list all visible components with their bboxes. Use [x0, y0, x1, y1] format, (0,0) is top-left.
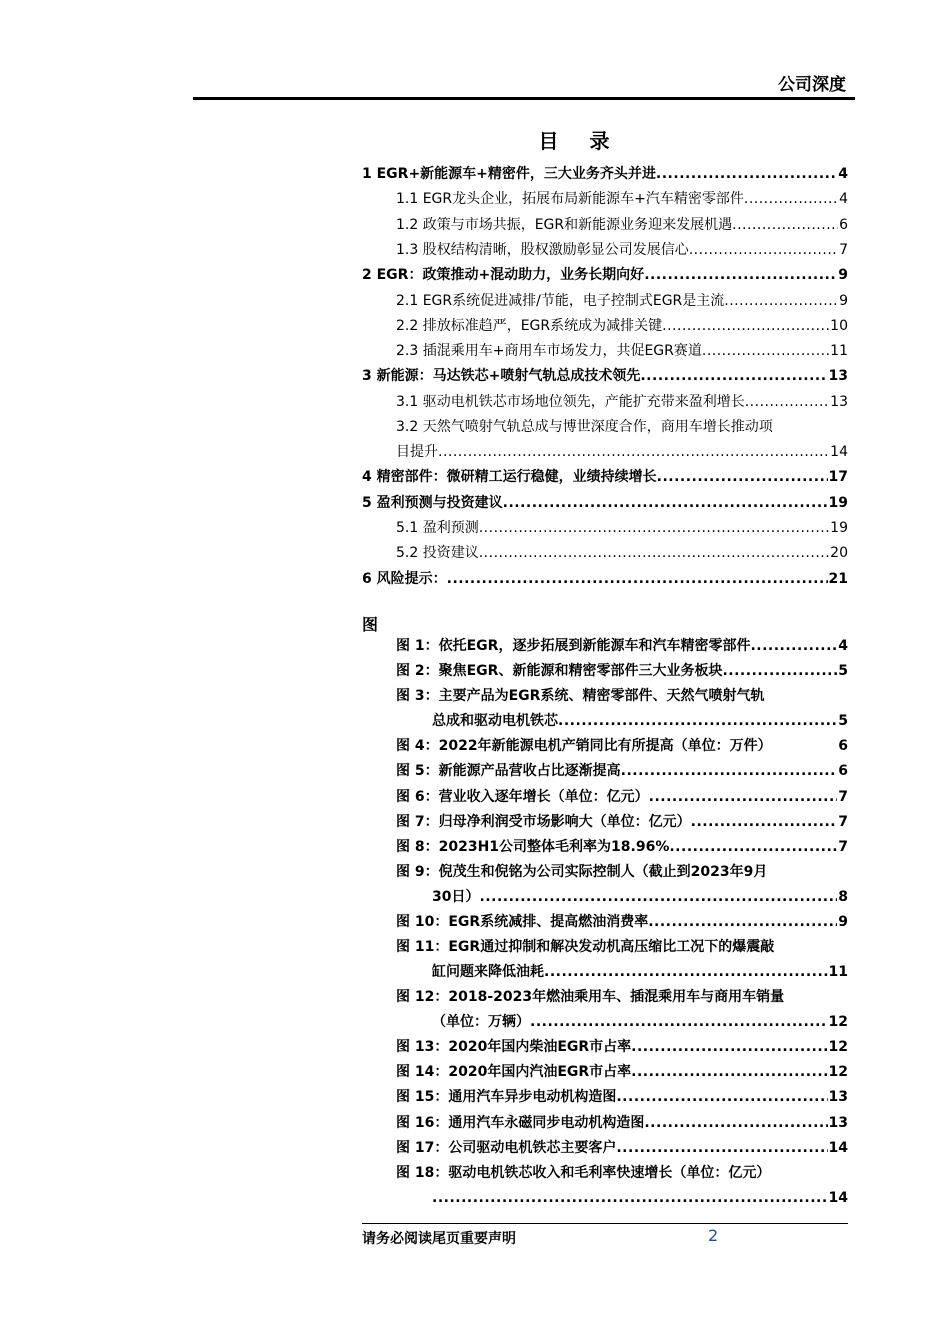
toc-title: 目 录 — [538, 129, 622, 153]
figure-entry[interactable] — [362, 1136, 848, 1160]
dot-leader — [432, 1186, 828, 1210]
entry-title: 3 新能源：马达铁芯+喷射气轨总成技术领先 — [362, 368, 641, 385]
dot-leader — [640, 364, 827, 388]
dot-leader — [689, 238, 838, 262]
entry-page: 19 — [830, 519, 848, 536]
entry-title: 图 11：EGR通过抑制和解决发动机高压缩比工况下的爆震敲 — [396, 939, 775, 955]
toc-entry[interactable] — [362, 289, 848, 313]
entry-page: 21 — [828, 570, 848, 587]
entry-page: 13 — [828, 1089, 848, 1106]
entry-page: 17 — [828, 469, 848, 486]
figure-entry[interactable] — [362, 634, 848, 658]
figure-entry[interactable] — [362, 659, 848, 683]
entry-title: 图 13：2020年国内柴油EGR市占率 — [396, 1039, 632, 1056]
dot-leader — [744, 187, 838, 211]
entry-title: 图 7：归母净利润受市场影响大（单位：亿元） — [396, 813, 691, 830]
figure-entry-cont[interactable] — [362, 1186, 848, 1210]
entry-page: 6 — [838, 763, 848, 780]
entry-page: 4 — [839, 191, 848, 208]
entry-page: 7 — [838, 788, 848, 805]
toc-entry[interactable] — [362, 339, 848, 363]
footer-rule — [362, 1223, 848, 1224]
entry-title: 目提升 — [396, 444, 438, 460]
figures-heading: 图 — [362, 615, 379, 634]
figure-entry[interactable] — [362, 835, 848, 859]
entry-title: 4 精密部件：微研精工运行稳健，业绩持续增长 — [362, 469, 657, 486]
figure-entry[interactable] — [362, 935, 848, 959]
entry-title: 总成和驱动电机铁芯 — [432, 713, 558, 730]
entry-title: （单位：万辆） — [432, 1014, 530, 1031]
entry-page: 6 — [838, 738, 848, 755]
figure-entry[interactable] — [362, 785, 848, 809]
dot-leader — [657, 465, 828, 489]
entry-page: 14 — [828, 1189, 848, 1206]
figure-entry[interactable] — [362, 1161, 848, 1185]
entry-title: 30日） — [432, 888, 480, 905]
entry-title: 图 8：2023H1公司整体毛利率为18.96% — [396, 838, 670, 855]
toc-entry[interactable] — [362, 516, 848, 540]
dot-leader — [621, 759, 838, 783]
figure-entry[interactable] — [362, 1060, 848, 1084]
dot-leader — [656, 162, 837, 186]
toc-entry[interactable] — [362, 541, 848, 565]
entry-page: 10 — [830, 317, 848, 334]
entry-page: 13 — [828, 368, 848, 385]
entry-title: 5.2 投资建议 — [396, 545, 479, 562]
toc-entry[interactable] — [362, 567, 848, 591]
toc-entry[interactable] — [362, 263, 848, 287]
entry-title: 图 4：2022年新能源电机产销同比有所提高（单位：万件） — [396, 738, 772, 755]
entry-page: 8 — [838, 888, 848, 905]
figure-entry[interactable] — [362, 734, 848, 758]
entry-title: 1 EGR+新能源车+精密件，三大业务齐头并进 — [362, 166, 656, 182]
entry-title: 1.3 股权结构清晰，股权激励彰显公司发展信心 — [396, 241, 689, 258]
dot-leader — [644, 1111, 827, 1135]
entry-title: 1.1 EGR龙头企业，拓展布局新能源车+汽车精密零部件 — [396, 191, 744, 208]
entry-page: 7 — [839, 241, 848, 258]
toc-entry[interactable] — [362, 187, 848, 211]
entry-title: 5 盈利预测与投资建议 — [362, 494, 503, 511]
toc-entry[interactable] — [362, 162, 848, 186]
entry-title: 图 1：依托EGR，逐步拓展到新能源车和汽车精密零部件 — [396, 638, 751, 654]
dot-leader — [745, 390, 829, 414]
entry-title: 图 15：通用汽车异步电动机构造图 — [396, 1089, 617, 1106]
entry-page: 20 — [830, 545, 848, 562]
dot-leader — [447, 567, 828, 591]
dot-leader — [503, 491, 828, 515]
entry-title: 图 2：聚焦EGR、新能源和精密零部件三大业务板块 — [396, 663, 723, 680]
entry-page: 11 — [830, 343, 848, 360]
dot-leader — [631, 1060, 827, 1084]
figure-entry[interactable] — [362, 1085, 848, 1109]
entry-page: 9 — [838, 267, 848, 284]
dot-leader — [631, 1035, 827, 1059]
entry-page: 7 — [838, 838, 848, 855]
entry-page: 14 — [828, 1139, 848, 1156]
toc-entry-cont[interactable] — [362, 440, 848, 464]
entry-page: 12 — [828, 1039, 848, 1056]
entry-page: 7 — [838, 813, 848, 830]
entry-page: 14 — [830, 444, 848, 460]
figure-entry-cont[interactable] — [362, 1010, 848, 1034]
entry-title: 3.1 驱动电机铁芯市场地位领先，产能扩充带来盈利增长 — [396, 393, 745, 410]
entry-title: 2.3 插混乘用车+商用车市场发力，共促EGR赛道 — [396, 343, 702, 360]
entry-title: 2.1 EGR系统促进减排/节能，电子控制式EGR是主流 — [396, 292, 725, 309]
toc-entry[interactable] — [362, 213, 848, 237]
entry-title: 图 12：2018-2023年燃油乘用车、插混乘用车与商用车销量 — [396, 989, 785, 1006]
dot-leader — [724, 289, 838, 313]
entry-page: 9 — [839, 292, 848, 309]
entry-page: 13 — [830, 393, 848, 410]
entry-page: 5 — [838, 713, 848, 730]
dot-leader — [702, 339, 829, 363]
figure-entry-cont[interactable] — [362, 709, 848, 733]
dot-leader — [722, 659, 837, 683]
entry-page: 6 — [839, 216, 848, 233]
dot-leader — [438, 440, 829, 464]
dot-leader — [750, 634, 837, 658]
header-label: 公司深度 — [778, 75, 846, 95]
dot-leader — [616, 1136, 827, 1160]
entry-page: 4 — [838, 638, 848, 654]
dot-leader — [691, 810, 838, 834]
entry-title: 6 风险提示： — [362, 570, 447, 587]
toc-entry[interactable] — [362, 491, 848, 515]
entry-title: 图 14：2020年国内汽油EGR市占率 — [396, 1064, 632, 1081]
figure-entry[interactable] — [362, 1035, 848, 1059]
dot-leader — [644, 263, 837, 287]
dot-leader — [558, 709, 837, 733]
dot-leader — [616, 1085, 827, 1109]
entry-page: 11 — [828, 964, 848, 980]
entry-title: 2.2 排放标准趋严，EGR系统成为减排关键 — [396, 317, 663, 334]
dot-leader — [648, 910, 837, 934]
dot-leader — [479, 885, 837, 909]
dot-leader — [649, 785, 838, 809]
figure-entry[interactable] — [362, 860, 848, 884]
toc-entry[interactable] — [362, 238, 848, 262]
dot-leader — [479, 541, 829, 565]
entry-title: 缸问题来降低油耗 — [432, 964, 544, 980]
dot-leader — [662, 314, 829, 338]
figure-entry-cont[interactable] — [362, 960, 848, 984]
entry-title: 图 17：公司驱动电机铁芯主要客户 — [396, 1139, 617, 1156]
toc-entry[interactable] — [362, 465, 848, 489]
entry-title: 图 5：新能源产品营收占比逐渐提高 — [396, 763, 621, 780]
entry-title: 图 3：主要产品为EGR系统、精密零部件、天然气喷射气轨 — [396, 688, 765, 705]
figure-entry[interactable] — [362, 1111, 848, 1135]
entry-title: 图 18：驱动电机铁芯收入和毛利率快速增长（单位：亿元） — [396, 1164, 771, 1181]
dot-leader — [732, 213, 838, 237]
toc-entry[interactable] — [362, 364, 848, 388]
entry-title: 1.2 政策与市场共振，EGR和新能源业务迎来发展机遇 — [396, 216, 733, 233]
entry-page: 5 — [838, 663, 848, 680]
toc-entry[interactable] — [362, 415, 848, 439]
entry-page: 9 — [838, 913, 848, 930]
figure-entry[interactable] — [362, 910, 848, 934]
entry-page: 19 — [828, 494, 848, 511]
entry-page: 12 — [828, 1014, 848, 1031]
entry-page: 12 — [828, 1064, 848, 1081]
toc-entry[interactable] — [362, 390, 848, 414]
figure-entry-cont[interactable] — [362, 885, 848, 909]
figure-entry[interactable] — [362, 684, 848, 708]
dot-leader — [669, 835, 837, 859]
entry-title: 2 EGR：政策推动+混动助力，业务长期向好 — [362, 267, 645, 284]
page-number: 2 — [708, 1226, 719, 1245]
entry-page: 13 — [828, 1114, 848, 1131]
figure-entry[interactable] — [362, 759, 848, 783]
dot-leader — [479, 516, 829, 540]
entry-page: 4 — [838, 166, 848, 182]
entry-title: 图 6：营业收入逐年增长（单位：亿元） — [396, 788, 649, 805]
figure-entry[interactable] — [362, 810, 848, 834]
entry-title: 5.1 盈利预测 — [396, 519, 479, 536]
dot-leader — [544, 960, 828, 984]
entry-title: 图 10：EGR系统减排、提高燃油消费率 — [396, 913, 649, 930]
header-rule — [193, 97, 855, 100]
toc-entry[interactable] — [362, 314, 848, 338]
footer-disclaimer: 请务必阅读尾页重要声明 — [362, 1231, 516, 1247]
entry-title: 3.2 天然气喷射气轨总成与博世深度合作，商用车增长推动项 — [396, 419, 773, 435]
figure-entry[interactable] — [362, 985, 848, 1009]
dot-leader — [530, 1010, 828, 1034]
entry-title: 图 9：倪茂生和倪铭为公司实际控制人（截止到2023年9月 — [396, 863, 768, 880]
entry-title: 图 16：通用汽车永磁同步电动机构造图 — [396, 1114, 645, 1131]
